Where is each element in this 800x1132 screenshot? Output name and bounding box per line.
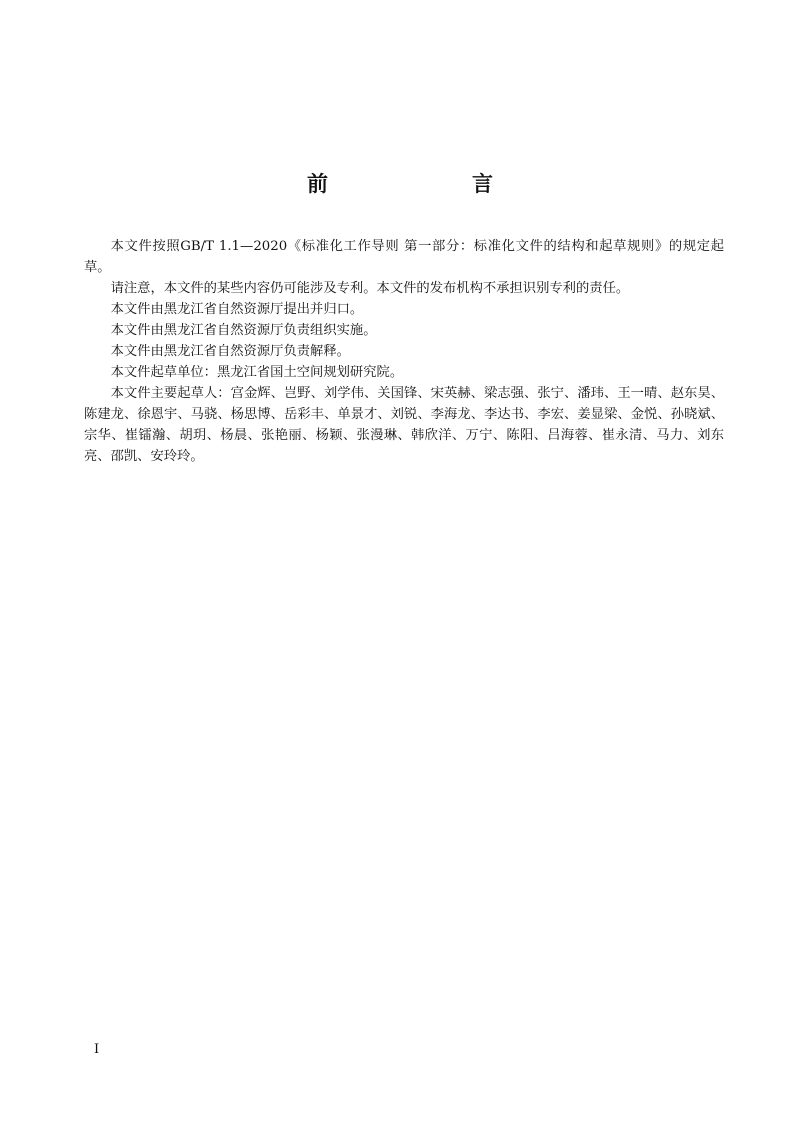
paragraph-drafters: 本文件主要起草人：宫金辉、岂野、刘学伟、关国锋、宋英赫、梁志强、张宁、潘玮、王一晴、赵东昊、陈建龙、徐恩宇、马骁、杨思博、岳彩丰、单景才、刘锐、李海龙、李达书、李宏、姜显梁、金悦、孙晓斌、宗华、崔镭瀚、胡玥、杨晨、张艳丽、杨颖、张漫琳、韩欣洋、万宁、陈阳、吕海蓉、崔永清、马力、刘东亮、邵凯、安玲玲。 xyxy=(84,386,724,464)
paragraph-patent-notice: 请注意，本文件的某些内容仍可能涉及专利。本文件的发布机构不承担识别专利的责任。 xyxy=(110,281,630,296)
paragraph-drafting-unit: 本文件起草单位：黑龙江省国土空间规划研究院。 xyxy=(110,365,404,380)
paragraph-proposer: 本文件由黑龙江省自然资源厅提出并归口。 xyxy=(110,302,364,317)
paragraph-implementer: 本文件由黑龙江省自然资源厅负责组织实施。 xyxy=(110,323,377,338)
foreword-body xyxy=(84,236,724,467)
paragraph-interpreter: 本文件由黑龙江省自然资源厅负责解释。 xyxy=(110,344,350,359)
paragraph-drafting-basis: 本文件按照GB/T 1.1—2020《标准化工作导则 第一部分：标准化文件的结构和起草规则》的规定起草。 xyxy=(84,239,724,275)
page-number: I xyxy=(94,1042,100,1057)
page-title: 前 言 xyxy=(307,172,527,196)
